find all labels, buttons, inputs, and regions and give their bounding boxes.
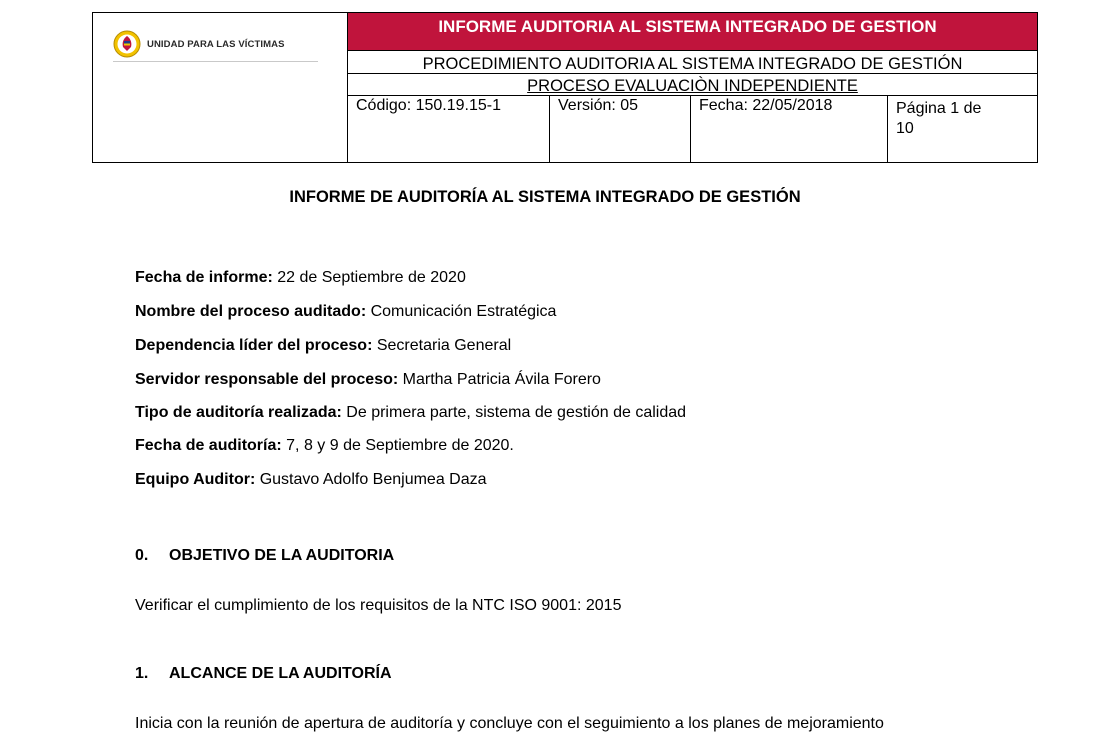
logo-underline bbox=[113, 61, 318, 62]
header-procedure: PROCEDIMIENTO AUDITORIA AL SISTEMA INTEGRADO DE GESTIÓN bbox=[348, 51, 1037, 74]
header-process: PROCESO EVALUACIÒN INDEPENDIENTE bbox=[348, 74, 1037, 96]
header-title: INFORME AUDITORIA AL SISTEMA INTEGRADO DE GESTION bbox=[348, 13, 1037, 51]
logo-cell bbox=[93, 13, 348, 162]
field-value: Comunicación Estratégica bbox=[366, 303, 557, 320]
section-body-objetivo: Verificar el cumplimiento de los requisitos de la NTC ISO 9001: 2015 bbox=[135, 597, 622, 614]
document-header-table bbox=[92, 12, 1038, 163]
header-pagina bbox=[888, 96, 1037, 162]
section-heading-objetivo bbox=[135, 547, 394, 565]
section-body-alcance: Inicia con la reunión de apertura de auditoría y concluye con el seguimiento a los planes de mejoramiento bbox=[135, 715, 884, 732]
header-info bbox=[348, 13, 1037, 162]
header-pagina-line2: 10 bbox=[896, 120, 914, 137]
field-tipo-auditoria bbox=[135, 404, 1035, 422]
section-heading-alcance bbox=[135, 665, 392, 683]
field-label: Fecha de informe: bbox=[135, 269, 273, 286]
field-label: Dependencia líder del proceso: bbox=[135, 337, 373, 354]
header-version: Versión: 05 bbox=[550, 96, 691, 162]
header-pagina-line1: Página 1 de bbox=[896, 100, 982, 117]
field-value: Gustavo Adolfo Benjumea Daza bbox=[255, 471, 487, 488]
field-servidor bbox=[135, 371, 1035, 389]
logo bbox=[113, 25, 313, 63]
colombia-seal-icon bbox=[113, 30, 141, 58]
field-value: 7, 8 y 9 de Septiembre de 2020. bbox=[281, 437, 514, 454]
field-label: Fecha de auditoría: bbox=[135, 437, 282, 454]
field-label: Servidor responsable del proceso: bbox=[135, 371, 399, 388]
field-value: De primera parte, sistema de gestión de calidad bbox=[341, 404, 687, 421]
header-codigo: Código: 150.19.15-1 bbox=[348, 96, 550, 162]
header-fecha: Fecha: 22/05/2018 bbox=[691, 96, 888, 162]
field-value: Martha Patricia Ávila Forero bbox=[398, 371, 601, 388]
field-equipo-auditor bbox=[135, 471, 1035, 489]
field-fecha-informe bbox=[135, 269, 1035, 287]
field-label: Tipo de auditoría realizada: bbox=[135, 404, 342, 421]
field-value: Secretaria General bbox=[372, 337, 512, 354]
logo-text: UNIDAD PARA LAS VÍCTIMAS bbox=[147, 38, 285, 50]
field-dependencia bbox=[135, 337, 1035, 355]
field-label: Equipo Auditor: bbox=[135, 471, 256, 488]
field-fecha-auditoria bbox=[135, 437, 1035, 455]
field-value: 22 de Septiembre de 2020 bbox=[272, 269, 466, 286]
section-title: ALCANCE DE LA AUDITORÍA bbox=[169, 665, 392, 682]
document-title: INFORME DE AUDITORÍA AL SISTEMA INTEGRADO DE GESTIÓN bbox=[289, 188, 801, 206]
section-number: 1. bbox=[135, 665, 149, 682]
field-label: Nombre del proceso auditado: bbox=[135, 303, 367, 320]
section-number: 0. bbox=[135, 547, 149, 564]
field-nombre-proceso bbox=[135, 303, 1035, 321]
section-title: OBJETIVO DE LA AUDITORIA bbox=[169, 547, 395, 564]
